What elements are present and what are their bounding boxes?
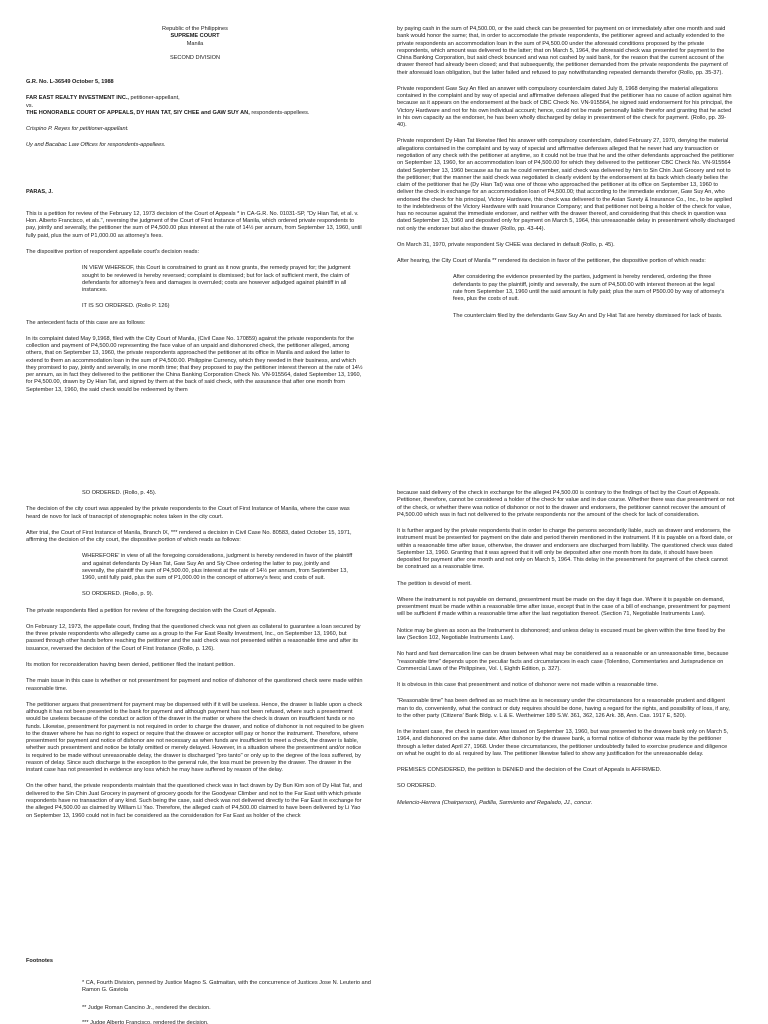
paragraph: Notice may be given as soon as the Instrument is dishonored; and unless delay is excused must be given within the time fixed by the law (Section 102, Negotiable Instruments Law). (397, 627, 726, 641)
paragraph: This is a petition for review of the February 12, 1973 decision of the Court of Appeals * in CA-G.R. No. 01031-SP, "Dy Hian Tat, et al. v. Hon. Alberto Francisco, et als.", reversing the judgment of the Court of First Instance of Manila, which ordered private respondents to pay, jointly and severally, the petitioner the sum of P4,500.00 plus interest at the rate of 14½ per annum, from September 13, 1960, until fully paid, plus the sum of P1,000.00 as attorney's fees. (26, 210, 362, 239)
paragraph: by paying cash in the sum of P4,500.00, or the said check can be presented for payment on or immediately after one month and said bank would honor the same; that, in order to accomodate the private respondents, the petitioner agreed and actually extended to the private respondents an accommodation loan in the sum of P4,500.00 under the aforesaid conditions proposed by the private respondents, which amount was delivered to the latter; that on March 5, 1964, the aforesaid check was presented for payment to the China Banking Corporation, but said check bounced and was not cashed by said bank, for the reason that the current account of the drawer thereof had already been closed; and that subsequently, the petitioner demanded from the private respondents the payment of their aforesaid loan obligation, but the latter failed and refused to pay notwithstanding repeated demands therefor (Rollo, pp. 35-37). (397, 26, 728, 76)
so-ordered: SO ORDERED. (Rollo, p. 45). (82, 490, 157, 496)
paragraph: The main issue in this case is whether or not presentment for payment and notice of dishonor of the questioned check were made within reasonable time. (26, 678, 363, 692)
party-petitioner: FAR EAST REALTY INVESTMENT INC., petitioner-appellant, (26, 95, 180, 102)
paragraph: It is obvious in this case that presentment and notice of dishonor were not made within a reasonable time. (397, 682, 659, 689)
versus: vs. (26, 102, 34, 109)
court-name: SUPREME COURT (170, 33, 220, 40)
paragraph: Private respondent Gaw Suy An filed an answer with compulsory counterclaim dated July 8, 1968 denying the material allegations contained in the complaint and by way of special and affirmative defenses alleged that the petitioner has no cause of action against him because as it appears on the endorsement at the back of CBC Check No. VN-915564, he signed said endorsement for his principal, the Victory Hardware and not for his own individual account; hence, could not be made personally liable therefor and granting that he acted in his own capacity as the endorser, he has been wholly discharged by delay in presentment of the check for payment. (Rollo, pp. 39-40). (397, 85, 733, 129)
paragraph: In its complaint dated May 9,1968, filed with the City Court of Manila, (Civil Case No. 170859) against the private respondents for the collection and payment of P4,500.00 representing the face value of an unpaid and dishonored check, the petitioner alleged, among others, that on September 13, 1960, the private respondents approached the petitioner at its office in Manila and asked the latter to extend to them an accommodation loan in the sum of P4,500.00. Philippine Currency, which they needed in their business, and which they promised to pay, jointly and severally, in one month time; that they proposed to pay the petitioner interest thereon at the rate of 14½ per annum, as in fact they delivered to the petitioner the China Banking Corporation Check No. VN-915564, dated September 13, 1960, for P4,500.00, drawn by Dy Hian Tat, and signed by them at the back of said check, with the assurance that after one month from September 13, 1960, the said check would be redeemed by them (26, 335, 363, 393)
ponente: PARAS, J. (26, 188, 53, 195)
paragraph: The petition is devoid of merit. (397, 580, 472, 587)
counsel-petitioner: Crispino P. Reyes for petitioner-appellant. (26, 126, 129, 133)
republic-line: Republic of the Philippines (162, 26, 228, 32)
paragraph: The private respondents filed a petition for review of the foregoing decision with the Court of Appeals. (26, 607, 277, 614)
block-quote: WHEREFORE' in view of all the foregoing considerations, judgment is hereby rendered in favor of the plaintiff and against defendants Dy Hian Tat, Gaw Suy An and Siy Chee ordering the latter to pay, jointly and severally, the plaintiff the sum of P4,500.00, plus interest at the rate of 14½ per annum, from September 13, 1960, until fully paid, plus the sum of P1,000.00 in the concept of attorney's fees; and costs of suit. (82, 553, 353, 582)
block-quote: SO ORDERED. (Rollo, p. 9). (82, 591, 154, 598)
paragraph: The dispositive portion of respondent appellate court's decision reads: (26, 248, 200, 255)
court-city: Manila (186, 40, 204, 47)
paragraph: Private respondent Dy Hian Tat likewise filed his answer with compulsory counterclaim, dated February 27, 1970, denying the material allegations contained in the complaint and by way of special and affirmative defenses alleged that he never had any transaction or negotiation of any check with the petitioner at anytime, so it could not be true that he and the other defendants approached the petitioner on September 13, 1960, for an accommodation loan of P4,500.00 for which they delivered to the petitioner CBC Check No. VN-915564 dated September 13, 1960 because as far as he could remember, said check was delivered by him to Sin Chin Juat Grocery and not to the petitioner; that the manner the said check was negotiated is clearly evident by the endorsement at its back which clearly belies the claim of the petitioner that he (Dy Hian Tat) was one of those who approached the petitioner at its office on September 13, 1960 to deliver the check in exchange for an accommodation loan of P4,500.00; that according to the immediate endorser, Gaw Suy An, who endorsed the check for his principal, Victory Hardware, this check was delivered to the Asian Surety & Insurance Co., Inc., to be applied to the indebtedness of the Victory Hardware with said Insurance Company; and that petitioner not being a holder of the check for value, has no recourse against the immediate endorser, and neither with the drawer thereof, and considering that this check in question was dated September 13, 1960 and deposited only for payment on March 5, 1964, this unreasonable delay in presentment wholly discharged not only the endorser but also the drawer (Rollo, pp. 43-44). (397, 138, 735, 232)
paragraph: On February 12, 1973, the appellate court, finding that the questioned check was not given as collateral to guarantee a loan secured by the three private respondents who allegedly came as a group to the Far East Realty Investment, Inc., on September 13, 1960, but passed through other hands before reaching the petitioner and the said check was not presented within a reasonable time and after its issuance, reversed the decision of the Court of First Instance (Rollo, p. 126). (26, 623, 361, 652)
block-quote: IT IS SO ORDERED. (Rollo P. 126) (82, 303, 170, 310)
case-header (26, 26, 364, 62)
paragraph: On March 31, 1970, private respondent Siy CHEE was declared in default (Rollo, p. 45). (397, 241, 615, 248)
block-quote: The counterclaim filed by the defendants Gaw Suy An and Dy Hiat Tat are hereby dismissed for lack of basis. (453, 312, 723, 319)
page-4 (397, 490, 735, 816)
paragraph: SO ORDERED. (397, 783, 437, 790)
paragraph: The petitioner argues that presentment for payment may be dispensed with if it will be useless. Hence, the drawer is liable upon a check although it has not been presented to the bank for payment and although payment has not been refused, where such a presentment would be useless because of the conduct or action of the drawer in the matter or where the check is drawn on insufficient funds or no funds. Likewise, presentment for payment is not required in order to charge the drawer, and notice of dishonor is not required to be given to the drawer where he has no right to expect or require that the drawee or acceptor will pay or honor the instrument. Therefore, where presentment for payment and notice of dishonor are not necessary as when funds are insufficient to meet a check, the drawer is liable, whether such presentment and notice be totally omitted or merely delayed. However, in a situation where the presentment and/or notice is required to be made without unreasonable delay, the drawer is discharged "pro tanto" or only up to the degree of the loss suffered, by reason of delay. Since such discharge is the exception to the general rule, the loss must be proven by the drawer. The drawer in the instant case has not presented in evidence any loss which he may have suffered by reason of the delay. (26, 701, 364, 774)
footnote: *** Judge Alberto Francisco, rendered the decision. (82, 1020, 209, 1024)
paragraph: On the other hand, the private respondents maintain that the questioned check was in fact drawn by Dy Bun Kim son of Dy Hiat Tat, and delivered to the Sin Chin Juat Grocery in payment of grocery goods for the Goodyear Climber and not to the Far East with which private respondents have no transaction of any kind. Such being the case, said check was not delivered directly to the Far East in exchange for the alleged P4,500.00 as claimed by William Li Yao. Therefore, the alleged cash of P4,500.00 claimed to have been delivered by Li Yao on September 13, 1960 could not in fact be considered as the consideration for Far East as holder of the check (26, 783, 363, 819)
footnote: ** Judge Roman Cancino Jr., rendered the decision. (82, 1005, 211, 1011)
paragraph: The decision of the city court was appealed by the private respondents to the Court of First Instance of Manila, where the case was heard de novo for lack of transcript of stenographic notes taken in the city court. (26, 506, 350, 520)
concurrence: Melencio-Herrera (Chairperson), Padilla, Sarmiento and Regalado, JJ., concur. (397, 799, 593, 806)
paragraph: The antecedent facts of this case are as follows: (26, 319, 146, 326)
paragraph: In the instant case, the check in question was issued on September 13, 1960, but was presented to the drawee bank only on March 5, 1964, and dishonored on the same date. After dishonor by the drawee bank, a formal notice of dishonor was made by the petitioner through a letter dated April 27, 1968. Under these circumstances, the petitioner undoubtedly failed to exercise prudence and diligence on what he ought to do al. required by law. The petitioner likewise failed to show any justification for the unreasonable delay. (397, 729, 729, 757)
footnote: * CA, Fourth Division, penned by Justice Magno S. Gatmaitan, with the concurrence of Justices Jose N. Leuterio and Ramon G. Gaviola (82, 980, 371, 994)
counsel-respondents: Uy and Bacabac Law Offices for respondents-appellees. (26, 142, 166, 149)
paragraph: "Reasonable time" has been defined as so much time as is necessary under the circumstances for a reasonable prudent and diligent man to do, conveniently, what the contract or duty requires should be done, having a regard for the rights, and possibility of loss, if any, to the other party (Citizens' Bank Bldg. v. L & E. Wertheimer 189 S.W. 361, 362, 126 Ark. 38, Ann. Cas. 1917 E, 520). (397, 698, 730, 719)
paragraph: No hard and fast demarcation line can be drawn between what may be considered as a reasonable or an unreasonable time, because "reasonable time" depends upon the peculiar facts and circumstances in each case (Tolentino, Commentaries and Jurisprudence on Commercial Laws of the Philippines, Vol. I, Eighth Edition, p. 327). (397, 651, 729, 672)
division-name: SECOND DIVISION (169, 54, 221, 61)
paragraph: After trial, the Court of First Instance of Manila, Branch IX, *** rendered a decision in Civil Case No. 80583, dated October 15, 1971, affirming the decision of the city court, the dispositive portion of which reads as follows: (26, 529, 352, 544)
party-respondents: THE HONORABLE COURT OF APPEALS, DY HIAN TAT, SIY CHEE and GAW SUY AN, respondents-appellees. (26, 109, 310, 116)
block-quote: After considering the evidence presented by the parties, judgment is hereby rendered, ordering the three defendants to pay the plaintiff, jointly and severally, the sum of P4,500.00 with interest thereon at the legal rate from September 13, 1960 until the said amount is fully paid; plus the sum of P500.00 by way of attorney's fees, plus the costs of suit. (453, 274, 725, 303)
page-2 (397, 26, 735, 329)
paragraph: Its motion for reconsideration having been denied, petitioner filed the instant petition. (26, 661, 235, 668)
block-quote: IN VIEW WHEREOF, this Court is constrained to grant as it now grants, the remedy prayed for; the judgment sought to be reviewed is hereby reversed; complaint is dismissed; but for lack of sufficient merit, the claim of defendants for attorney's fees and damages is overruled; costs are however adjudged against plaintiff in all instances. (82, 265, 351, 294)
page-3 (26, 490, 364, 829)
paragraph: Where the instrument is not payable on demand, presentment must be made on the day it fags due. Where it is payable on demand, presentment must be made within a reasonable time after issue, except that in the case of a bill of exchange, presentment for payment will be sufficient if made within a reasonable time after the last negotiation thereof. (Section 71, Negotiable Instruments Law). (397, 596, 731, 618)
paragraph: because said delivery of the check in exchange for the alleged P4,500.00 is contrary to the findings of fact by the Court of Appeals. Petitioner, therefore, cannot be considered a holder of the check for value and in due course. Whether there was due presentment or not of the check, or whether there was notice of dishonor or not to the drawer and endorsers, the petitioner cannot recover the amount of P4,500.00 which was in fact not delivered to the private respondents nor the amount of the check for lack of consideration. (397, 490, 735, 518)
paragraph: After hearing, the City Court of Manila ** rendered its decision in favor of the petitioner, the dispositive portion of which reads: (397, 258, 706, 265)
gr-number: G.R. No. L-36549 October 5, 1988 (26, 79, 114, 86)
paragraph: It is further argued by the private respondents that in order to charge the persons secondarily liable, such as drawer and endorsers, the instrument must be presented for payment on the date and period therein mentioned in the instrument. If it is payable on a fixed date, or within a reasonable time after issue, otherwise, the drawer and endorsers are discharged from liability. The questioned check was dated September 13, 1960. Granting that it was agreed that it will only be deposited after one month from its date, it should have been deposited for payment after one month and not only on March 5, 1964. This delay in the presentment for payment of the check cannot be construed as a reasonable time. (397, 528, 733, 571)
footnotes-title: Footnotes (26, 958, 54, 964)
paragraph: PREMISES CONSIDERED, the petition is DENIED and the decision of the Court of Appeals is AFFIRMED. (397, 767, 662, 774)
page-1 (26, 26, 364, 403)
